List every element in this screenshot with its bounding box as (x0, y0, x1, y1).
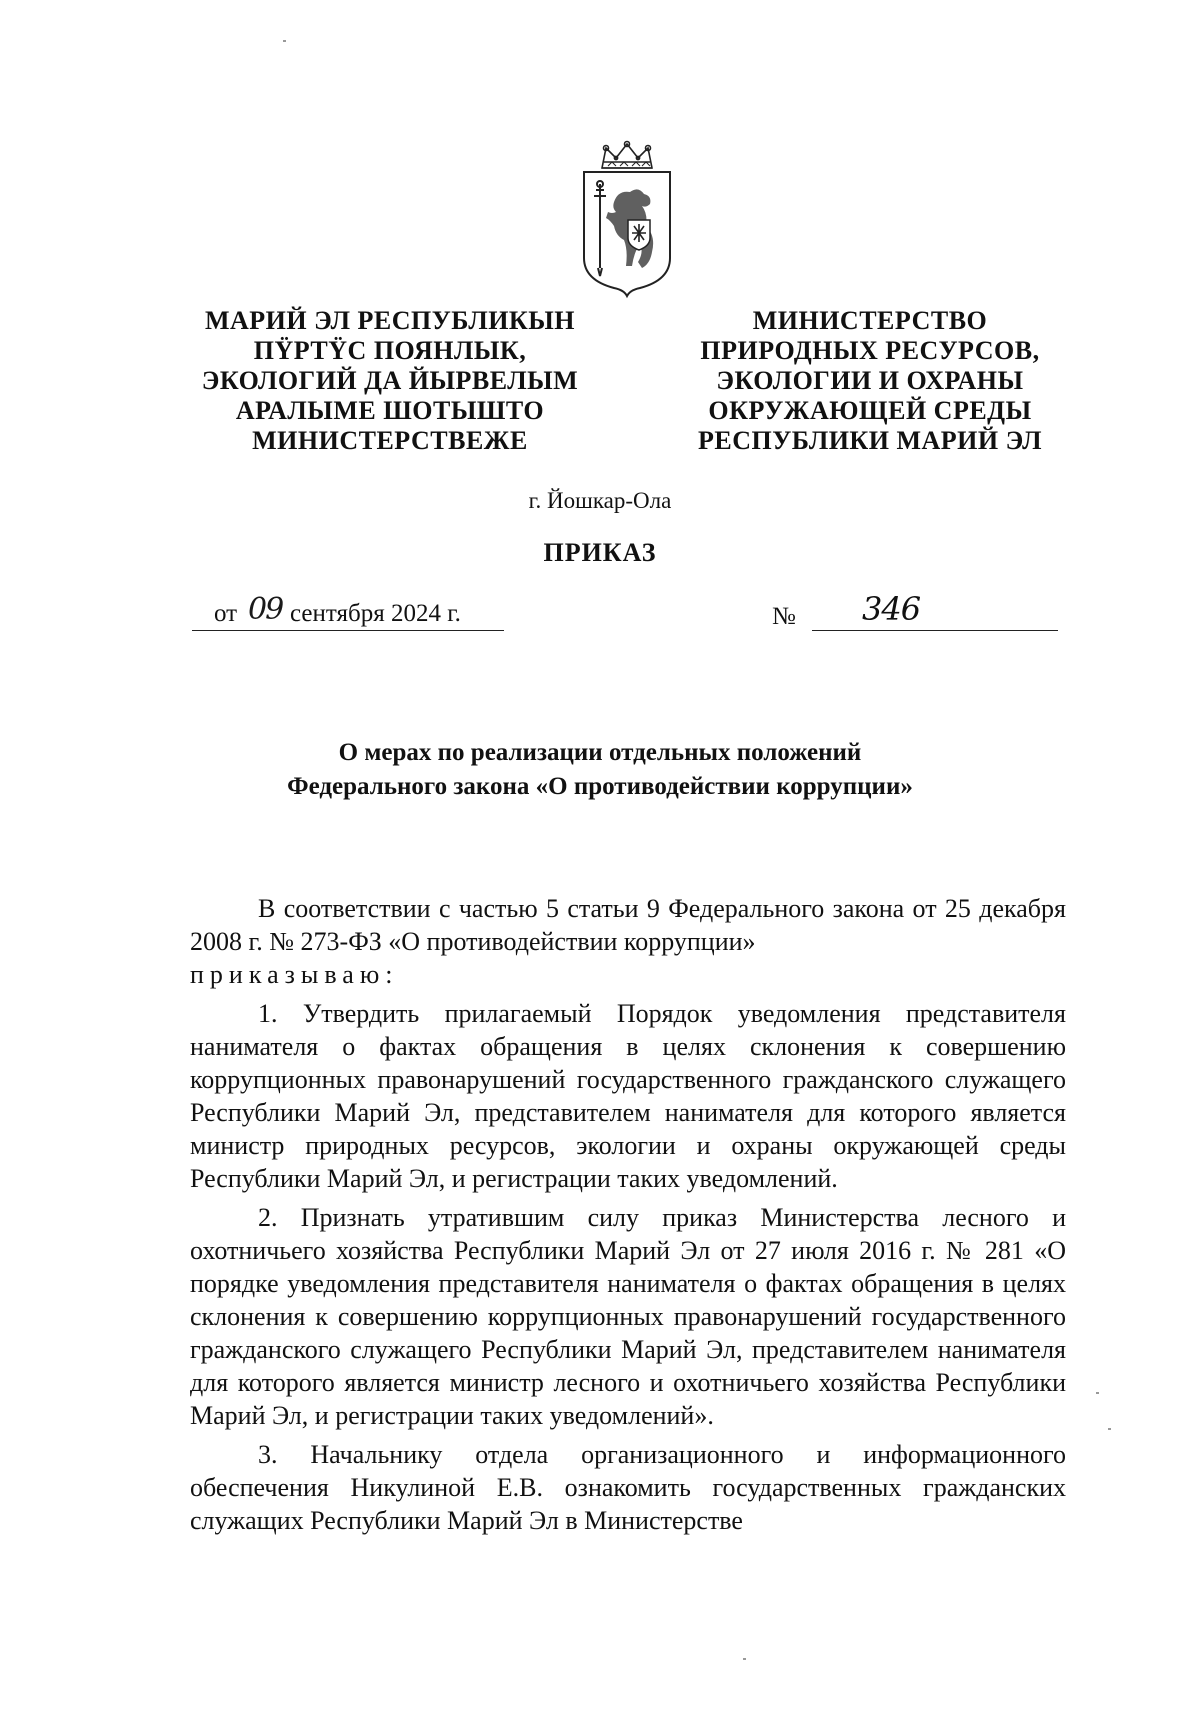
header-right-line: ОКРУЖАЮЩЕЙ СРЕДЫ (708, 396, 1032, 425)
document-type-title: ПРИКАЗ (543, 538, 657, 567)
header-right-line: МИНИСТЕРСТВО (752, 306, 988, 335)
coat-of-arms-icon (572, 140, 682, 300)
order-body (190, 892, 1066, 1537)
order-number-handwritten: 346 (862, 590, 921, 628)
header-left-line: МАРИЙ ЭЛ РЕСПУБЛИКЫН (204, 306, 576, 335)
order-word: приказываю: (190, 960, 399, 989)
scan-speck (1108, 1428, 1111, 1430)
number-sign: № (772, 603, 796, 630)
header-left-line: АРАЛЫМЕ ШОТЫШТО (235, 396, 545, 425)
clause-3: 3. Начальнику отдела организационного и информационного обеспечения Никулиной Е.В. ознакомить государственных гражданских служащих Республики Марий Эл в Министерстве (190, 1440, 1066, 1535)
scan-speck (1096, 1392, 1099, 1394)
date-day-handwritten: 09 (248, 592, 283, 627)
subject-line: Федерального закона «О противодействии коррупции» (287, 773, 913, 800)
city-name: г. Йошкар-Ола (528, 488, 672, 513)
header-left-line: ПŸРТŸС ПОЯНЛЫК, (253, 336, 527, 365)
scan-speck (283, 40, 286, 42)
header-right-line: ПРИРОДНЫХ РЕСУРСОВ, (700, 336, 1040, 365)
body-intro (190, 892, 1066, 958)
clause-1: 1. Утвердить прилагаемый Порядок уведомления представителя нанимателя о фактах обращения в целях склонения к совершению коррупционных правонарушений государственного гражданского служащего Республики Марий Эл, представителем нанимателя для которого является министр природных ресурсов, экологии и охраны окружающей среды Республики Марий Эл, и регистрации таких уведомлений. (190, 999, 1066, 1193)
intro-text: В соответствии с частью 5 статьи 9 Федерального закона от 25 декабря 2008 г. № 273-ФЗ «О противодействии коррупции» (190, 894, 1066, 956)
header-left-line: МИНИСТЕРСТВЕЖЕ (252, 426, 528, 455)
clause-2: 2. Признать утратившим силу приказ Министерства лесного и охотничьего хозяйства Республики Марий Эл от 27 июля 2016 г. № 281 «О порядке уведомления представителя нанимателя о фактах обращения в целях склонения к совершению коррупционных правонарушений государственного гражданского служащего Республики Марий Эл, представителем нанимателя для которого является министр лесного и охотничьего хозяйства Республики Марий Эл, и регистрации таких уведомлений». (190, 1203, 1066, 1430)
order-word-paragraph (190, 958, 1066, 991)
date-prefix: от (214, 600, 238, 627)
header-left-line: ЭКОЛОГИЙ ДА ЙЫРВЕЛЫМ (201, 366, 579, 395)
ministry-name-mari (180, 306, 600, 456)
header-right-line: РЕСПУБЛИКИ МАРИЙ ЭЛ (697, 426, 1043, 455)
header-right-line: ЭКОЛОГИИ И ОХРАНЫ (716, 366, 1024, 395)
order-subject (0, 736, 1200, 804)
order-date (192, 592, 504, 631)
date-month-year: сентября 2024 г. (290, 600, 461, 627)
scan-speck (743, 1658, 746, 1660)
ministry-name-russian (660, 306, 1080, 456)
order-number (812, 590, 1058, 631)
subject-line: О мерах по реализации отдельных положений (338, 739, 862, 766)
